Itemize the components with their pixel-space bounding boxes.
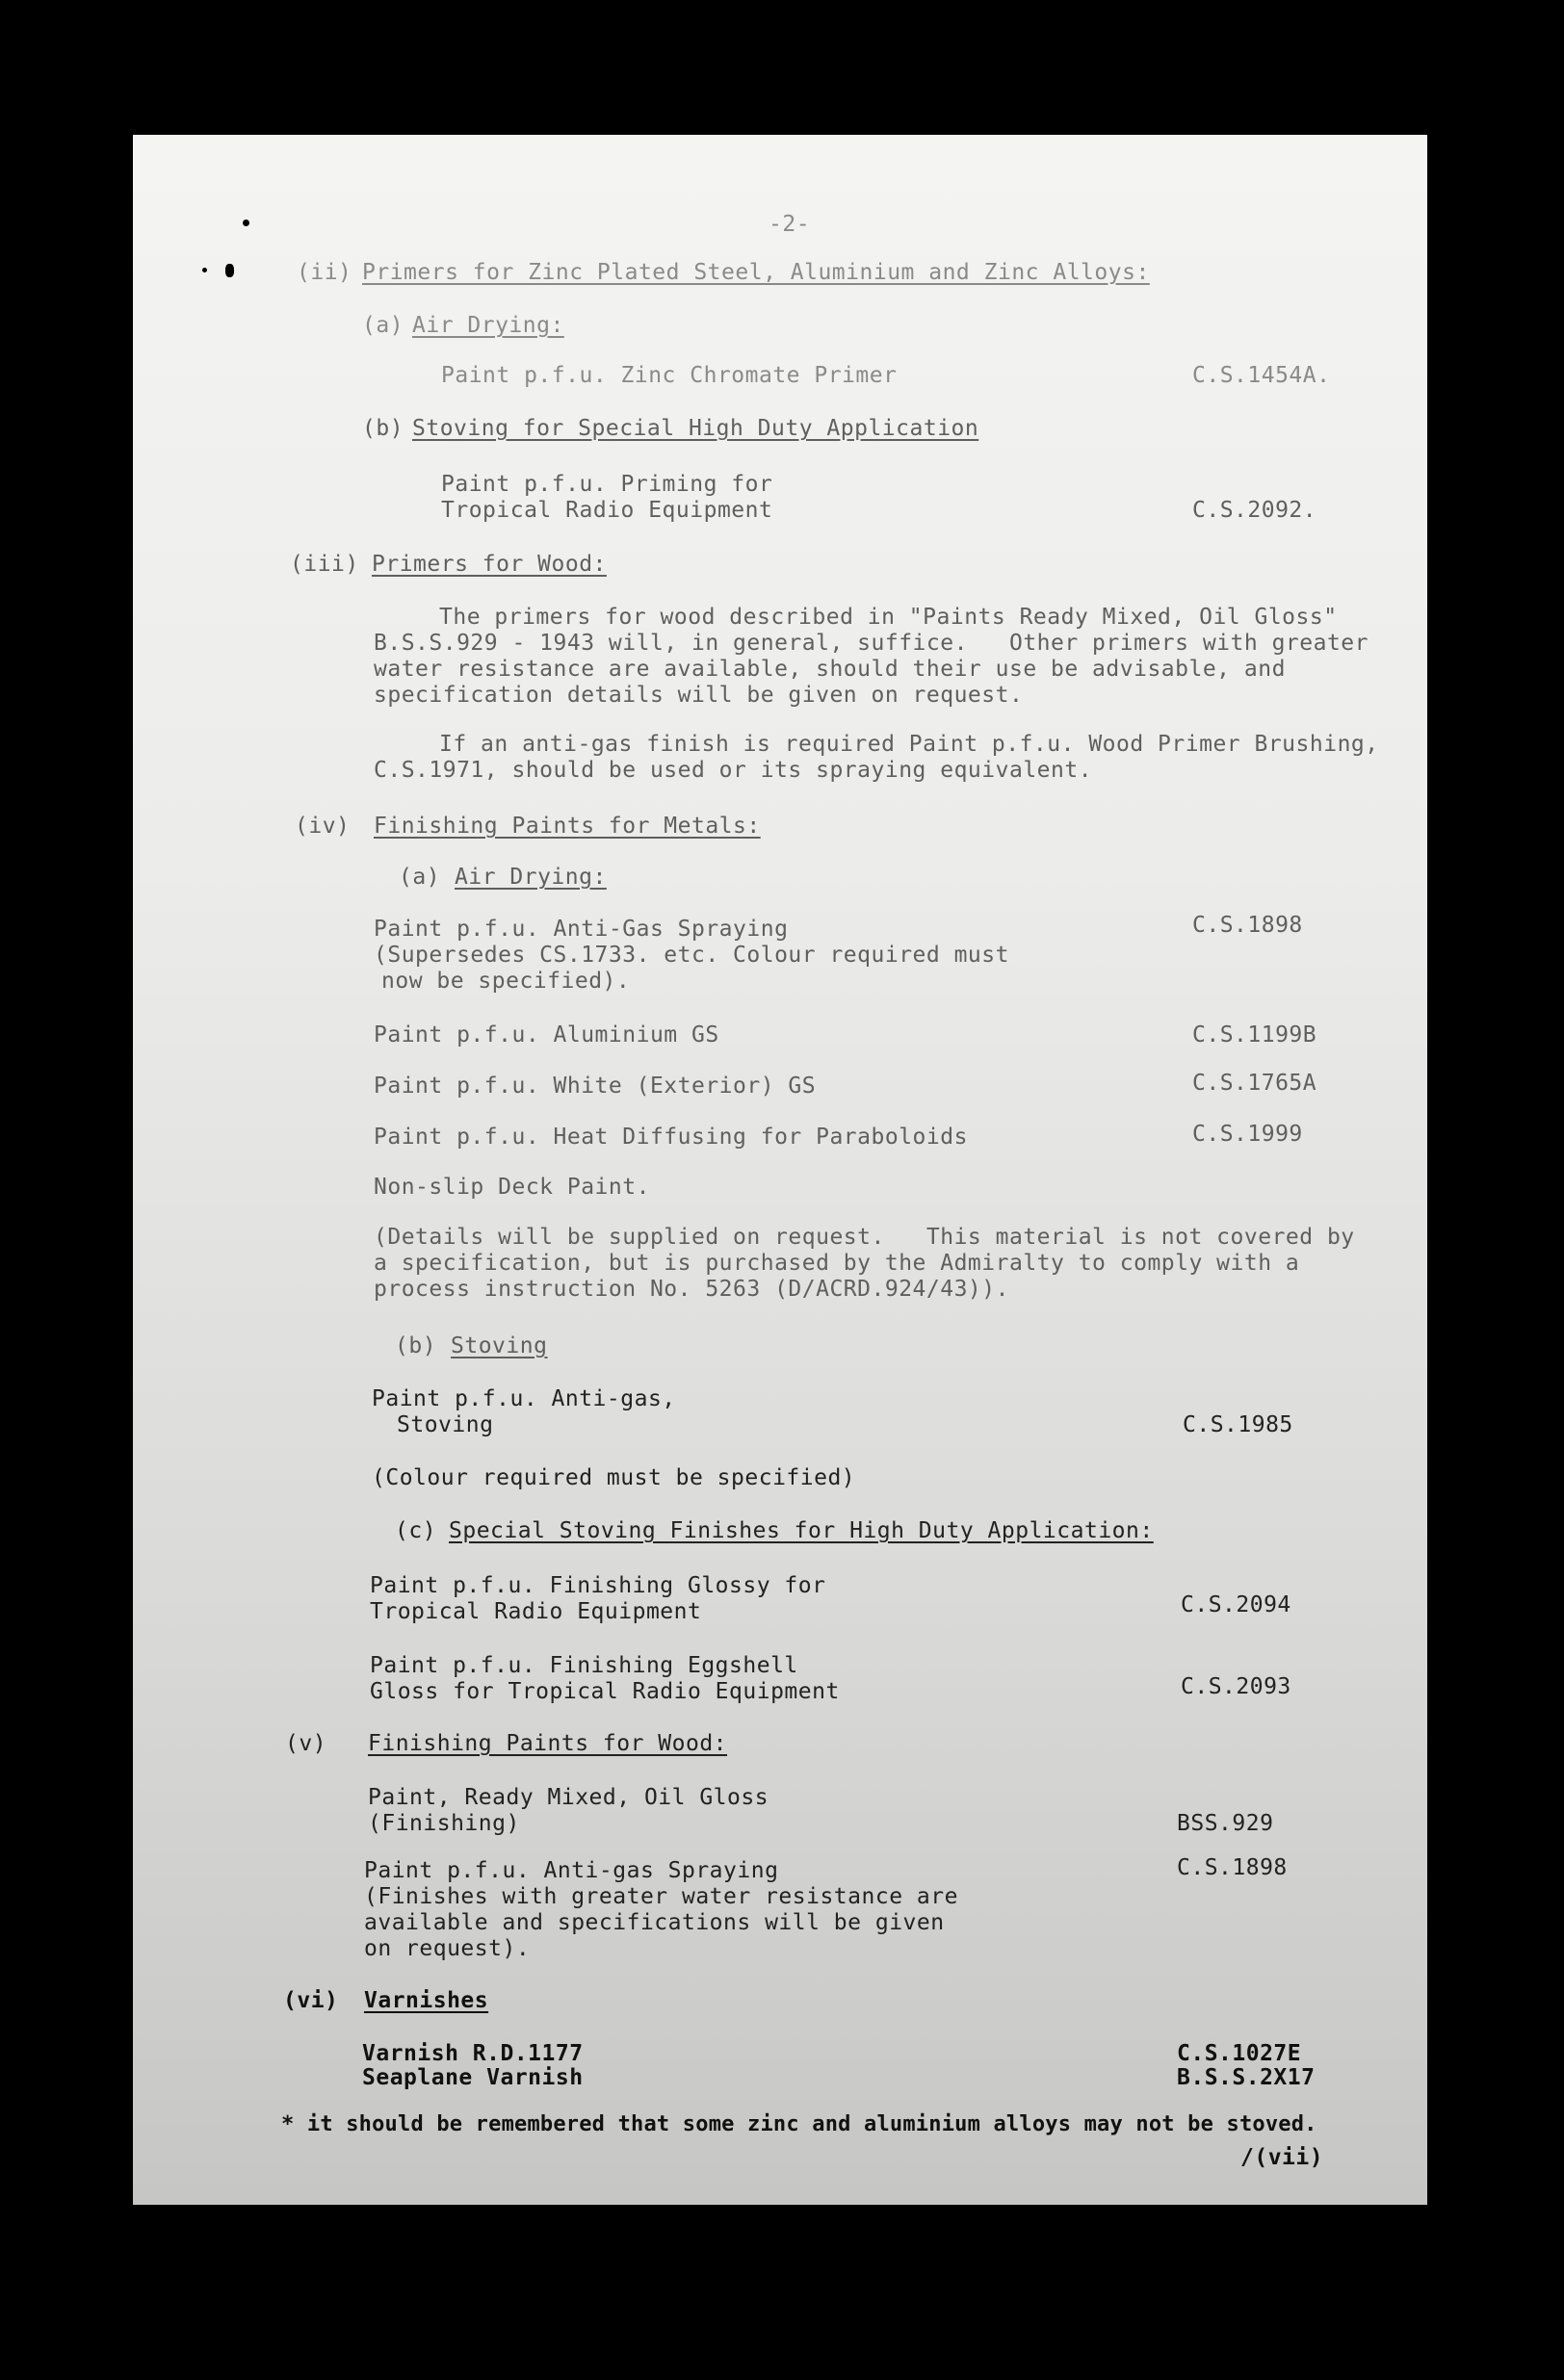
scan-speck [225,264,234,277]
section-ii-a-heading: Air Drying: [412,313,564,338]
document-page [133,135,1427,2205]
heat-diffusing-item: Paint p.f.u. Heat Diffusing for Paraboloids [374,1125,968,1150]
section-v-number: (v) [285,1731,327,1756]
details-note-line3: process instruction No. 5263 (D/ACRD.924/43)). [374,1277,1009,1302]
varnish-rd1177-ref: C.S.1027E [1177,2041,1302,2066]
finishing-eggshell-line2: Gloss for Tropical Radio Equipment [370,1679,840,1704]
varnish-rd1177-item: Varnish R.D.1177 [362,2041,584,2066]
section-iii-heading: Primers for Wood: [372,552,607,577]
oil-gloss-finishing-ref: BSS.929 [1177,1811,1274,1836]
section-ii-b-label: (b) [362,416,404,441]
non-slip-deck-paint-item: Non-slip Deck Paint. [374,1175,650,1200]
priming-tropical-item-line2: Tropical Radio Equipment [441,498,773,523]
wood-anti-gas-spraying-ref: C.S.1898 [1177,1855,1288,1880]
anti-gas-spraying-line1: Paint p.f.u. Anti-Gas Spraying [374,917,789,942]
zinc-chromate-primer-ref: C.S.1454A. [1192,363,1331,388]
section-iv-c-heading: Special Stoving Finishes for High Duty Application: [449,1518,1154,1543]
footnote: * it should be remembered that some zinc and aluminium alloys may not be stoved. [281,2112,1317,2136]
section-iv-a-label: (a) [399,865,441,890]
finishing-eggshell-line1: Paint p.f.u. Finishing Eggshell [370,1653,798,1678]
anti-gas-stoving-ref: C.S.1985 [1183,1412,1293,1437]
anti-gas-spraying-line2: (Supersedes CS.1733. etc. Colour required must [374,943,1009,968]
aluminium-gs-ref: C.S.1199B [1192,1022,1317,1048]
section-iv-a-heading: Air Drying: [455,865,607,890]
seaplane-varnish-ref: B.S.S.2X17 [1177,2065,1316,2090]
wood-primers-para1-line2: B.S.S.929 - 1943 will, in general, suffice. Other primers with greater [374,631,1368,656]
aluminium-gs-item: Paint p.f.u. Aluminium GS [374,1022,719,1048]
finishing-glossy-line1: Paint p.f.u. Finishing Glossy for [370,1573,826,1598]
wood-primers-para2-line2: C.S.1971, should be used or its spraying equivalent. [374,758,1093,783]
section-ii-a-label: (a) [362,313,404,338]
page-number: -2- [769,212,811,237]
scan-speck [202,268,207,272]
details-note-line2: a specification, but is purchased by the Admiralty to comply with a [374,1251,1300,1276]
wood-anti-gas-spraying-line3: available and specifications will be given [364,1910,945,1935]
anti-gas-stoving-line2: Stoving [397,1412,494,1437]
priming-tropical-item-line1: Paint p.f.u. Priming for [441,472,773,497]
anti-gas-stoving-line1: Paint p.f.u. Anti-gas, [372,1386,676,1411]
section-vi-heading: Varnishes [364,1988,489,2013]
scan-speck [243,220,249,226]
wood-primers-para1-line3: water resistance are available, should their use be advisable, and [374,657,1286,682]
finishing-glossy-line2: Tropical Radio Equipment [370,1599,702,1624]
section-iv-number: (iv) [295,814,351,839]
section-iii-number: (iii) [290,552,359,577]
oil-gloss-finishing-line1: Paint, Ready Mixed, Oil Gloss [368,1785,769,1810]
section-iv-b-label: (b) [395,1333,437,1358]
zinc-chromate-primer-item: Paint p.f.u. Zinc Chromate Primer [441,363,898,388]
wood-anti-gas-spraying-line4: on request). [364,1936,531,1961]
anti-gas-spraying-ref: C.S.1898 [1192,913,1303,938]
section-ii-heading: Primers for Zinc Plated Steel, Aluminium and Zinc Alloys: [362,260,1150,285]
finishing-eggshell-ref: C.S.2093 [1181,1674,1291,1699]
section-ii-number: (ii) [297,260,352,285]
section-iv-heading: Finishing Paints for Metals: [374,814,761,839]
oil-gloss-finishing-line2: (Finishing) [368,1811,520,1836]
white-exterior-gs-item: Paint p.f.u. White (Exterior) GS [374,1074,817,1099]
details-note-line1: (Details will be supplied on request. This material is not covered by [374,1225,1355,1250]
section-iv-b-heading: Stoving [451,1333,548,1358]
wood-primers-para1-line1: The primers for wood described in "Paints Ready Mixed, Oil Gloss" [439,605,1338,630]
colour-required-note: (Colour required must be specified) [372,1465,856,1490]
heat-diffusing-ref: C.S.1999 [1192,1122,1303,1147]
wood-anti-gas-spraying-line2: (Finishes with greater water resistance are [364,1884,958,1909]
continuation-mark: /(vii) [1240,2145,1324,2170]
section-vi-number: (vi) [283,1988,339,2013]
white-exterior-gs-ref: C.S.1765A [1192,1071,1317,1096]
section-v-heading: Finishing Paints for Wood: [368,1731,728,1756]
finishing-glossy-ref: C.S.2094 [1181,1592,1291,1617]
section-ii-b-heading: Stoving for Special High Duty Application [412,416,979,441]
seaplane-varnish-item: Seaplane Varnish [362,2065,584,2090]
section-iv-c-label: (c) [395,1518,437,1543]
wood-primers-para1-line4: specification details will be given on request. [374,683,1024,708]
anti-gas-spraying-line3: now be specified). [381,969,631,994]
wood-anti-gas-spraying-line1: Paint p.f.u. Anti-gas Spraying [364,1858,779,1883]
priming-tropical-ref: C.S.2092. [1192,498,1317,523]
wood-primers-para2-line1: If an anti-gas finish is required Paint p.f.u. Wood Primer Brushing, [439,732,1379,757]
